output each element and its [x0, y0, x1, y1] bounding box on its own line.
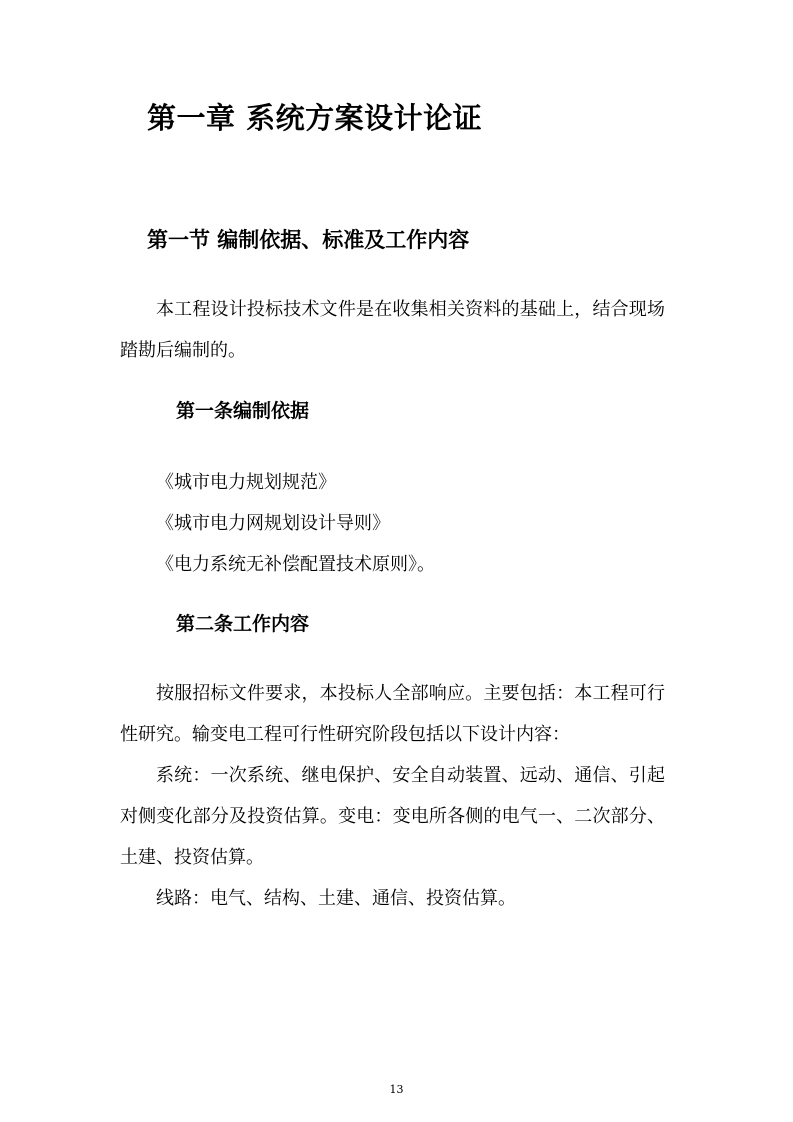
section-title: 第一节 编制依据、标准及工作内容	[147, 227, 470, 252]
page-number: 13	[389, 1083, 404, 1096]
reference-list	[120, 462, 665, 585]
work-content-paragraph: 按服招标文件要求，本投标人全部响应。主要包括：本工程可行性研究。输变电工程可行性研究阶段包括以下设计内容：	[120, 683, 665, 745]
chapter-title: 第一章 系统方案设计论证	[147, 101, 483, 135]
article-2-title: 第二条工作内容	[176, 613, 310, 635]
system-content-paragraph: 系统：一次系统、继电保护、安全自动装置、远动、通信、引起对侧变化部分及投资估算。变电：变电所各侧的电气一、二次部分、土建、投资估算。	[120, 765, 665, 868]
reference-item: 《电力系统无补偿配置技术原则》。	[156, 554, 435, 575]
reference-item: 《城市电力网规划设计导则》	[156, 513, 390, 534]
reference-item: 《城市电力规划规范》	[156, 472, 336, 493]
article-1-title: 第一条编制依据	[176, 400, 310, 422]
line-content-paragraph: 线路：电气、结构、土建、通信、投资估算。	[156, 888, 516, 909]
intro-paragraph: 本工程设计投标技术文件是在收集相关资料的基础上，结合现场踏勘后编制的。	[120, 299, 665, 361]
